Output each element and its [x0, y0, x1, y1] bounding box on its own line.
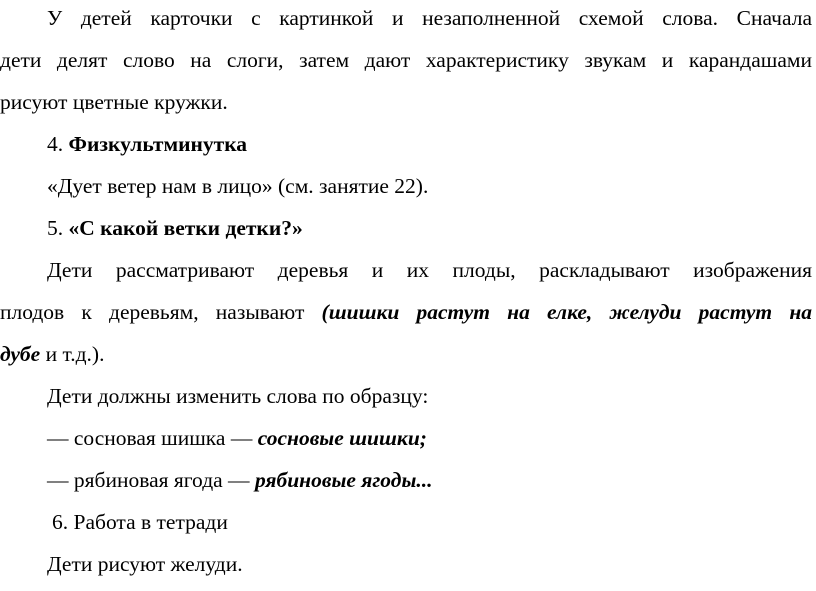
instruction-line: Дети должны изменить слова по образцу:: [47, 384, 429, 408]
example2-answer: рябиновые ягоды...: [254, 468, 433, 492]
paragraph2-line3: [0, 339, 816, 369]
paragraph2-line2-plain: плодов к деревьям, называют: [0, 300, 305, 324]
section4-number: 4.: [47, 132, 64, 156]
paragraph1-line3: рисуют цветные кружки.: [0, 90, 228, 114]
paragraph2-line3-plain: и т.д.).: [45, 342, 105, 366]
paragraph2-line3-emphasis: дубе: [0, 342, 41, 366]
final-line: Дети рисуют желуди.: [47, 552, 243, 576]
section5-number: 5.: [47, 216, 64, 240]
paragraph1-line1: У детей карточки с картинкой и незаполненной схемой слова. Сначала: [47, 6, 812, 30]
example1-answer: сосновые шишки;: [257, 426, 427, 450]
example2-prefix: — рябиновая ягода —: [47, 468, 250, 492]
paragraph2-line1: Дети рассматривают деревья и их плоды, раскладывают изображения: [47, 258, 812, 282]
example1-line: [47, 423, 816, 453]
paragraph2-line2-emphasis: (шишки растут на елке, желуди растут на: [321, 300, 813, 324]
section4-heading: [47, 129, 816, 159]
section5-title: «С какой ветки детки?»: [68, 216, 303, 240]
section6-heading: 6. Работа в тетради: [52, 510, 228, 534]
poem-reference: «Дует ветер нам в лицо» (см. занятие 22).: [47, 174, 429, 198]
section5-heading: [47, 213, 816, 243]
paragraph2-line2: [0, 297, 812, 327]
section4-title: Физкультминутка: [68, 132, 248, 156]
example2-line: [47, 465, 816, 495]
paragraph1-line2: дети делят слово на слоги, затем дают характеристику звукам и карандашами: [0, 48, 812, 72]
example1-prefix: — сосновая шишка —: [47, 426, 253, 450]
